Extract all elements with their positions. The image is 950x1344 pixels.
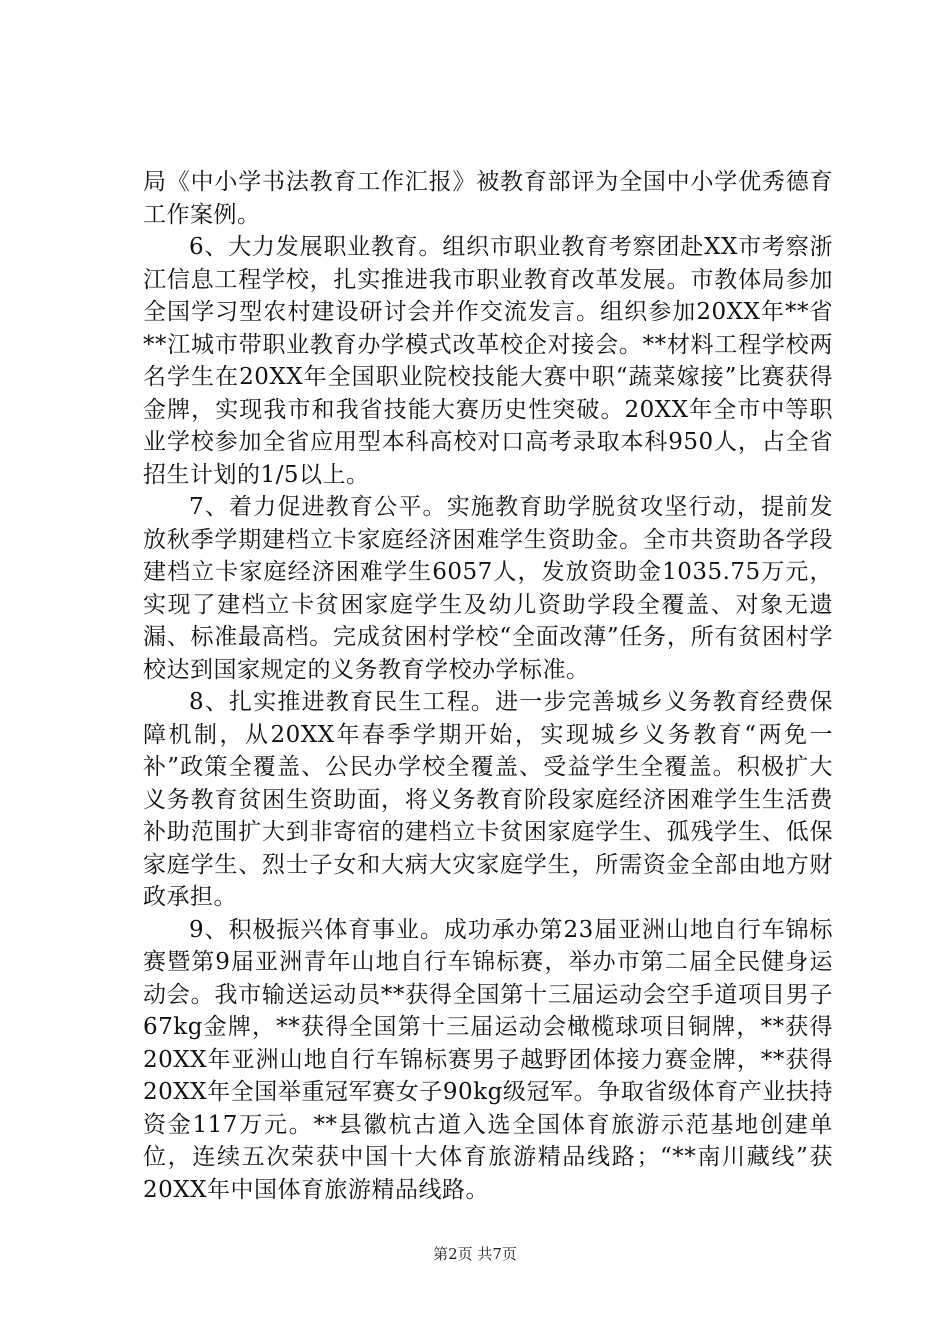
document-body [143,166,833,1206]
paragraph-livelihood-project: 8、扎实推进教育民生工程。进一步完善城乡义务教育经费保障机制，从20XX年春季学期开始，实现城乡义务教育“两免一补”政策全覆盖、公民办学校全覆盖、受益学生全覆盖。积极扩大义务教育贫困生资助面，将义务教育阶段家庭经济困难学生生活费补助范围扩大到非寄宿的建档立卡贫困家庭学生、孤残学生、低保家庭学生、烈士子女和大病大灾家庭学生，所需资金全部由地方财政承担。 [143,689,833,910]
paragraph-sports: 9、积极振兴体育事业。成功承办第23届亚洲山地自行车锦标赛暨第9届亚洲青年山地自行车锦标赛，举办市第二届全民健身运动会。我市输送运动员**获得全国第十三届运动会空手道项目男子67kg金牌，**获得全国第十三届运动会橄榄球项目铜牌，**获得20XX年亚洲山地自行车锦标赛男子越野团体接力赛金牌，**获得20XX年全国举重冠军赛女子90kg级冠军。争取省级体育产业扶持资金117万元。**县徽杭古道入选全国体育旅游示范基地创建单位，连续五次荣获中国十大体育旅游精品线路；“**南川藏线”获20XX年中国体育旅游精品线路。 [143,916,833,1203]
paragraph-continuation: 局《中小学书法教育工作汇报》被教育部评为全国中小学优秀德育工作案例。 [143,169,833,228]
page-footer: 第2页 共7页 [433,1245,517,1263]
paragraph-vocational-education: 6、大力发展职业教育。组织市职业教育考察团赴XX市考察浙江信息工程学校，扎实推进我市职业教育改革发展。市教体局参加全国学习型农村建设研讨会并作交流发言。组织参加20XX年**省**江城市带职业教育办学模式改革校企对接会。**材料工程学校两名学生在20XX年全国职业院校技能大赛中职“蔬菜嫁接”比赛获得金牌，实现我市和我省技能大赛历史性突破。20XX年全市中等职业学校参加全省应用型本科高校对口高考录取本科950人，占全省招生计划的1/5以上。 [143,234,833,488]
paragraph-education-equity: 7、着力促进教育公平。实施教育助学脱贫攻坚行动，提前发放秋季学期建档立卡家庭经济困难学生资助金。全市共资助各学段建档立卡家庭经济困难学生6057人，发放资助金1035.75万元，实现了建档立卡贫困家庭学生及幼儿资助学段全覆盖、对象无遗漏、标准最高档。完成贫困村学校“全面改薄”任务，所有贫困村学校达到国家规定的义务教育学校办学标准。 [143,494,833,683]
